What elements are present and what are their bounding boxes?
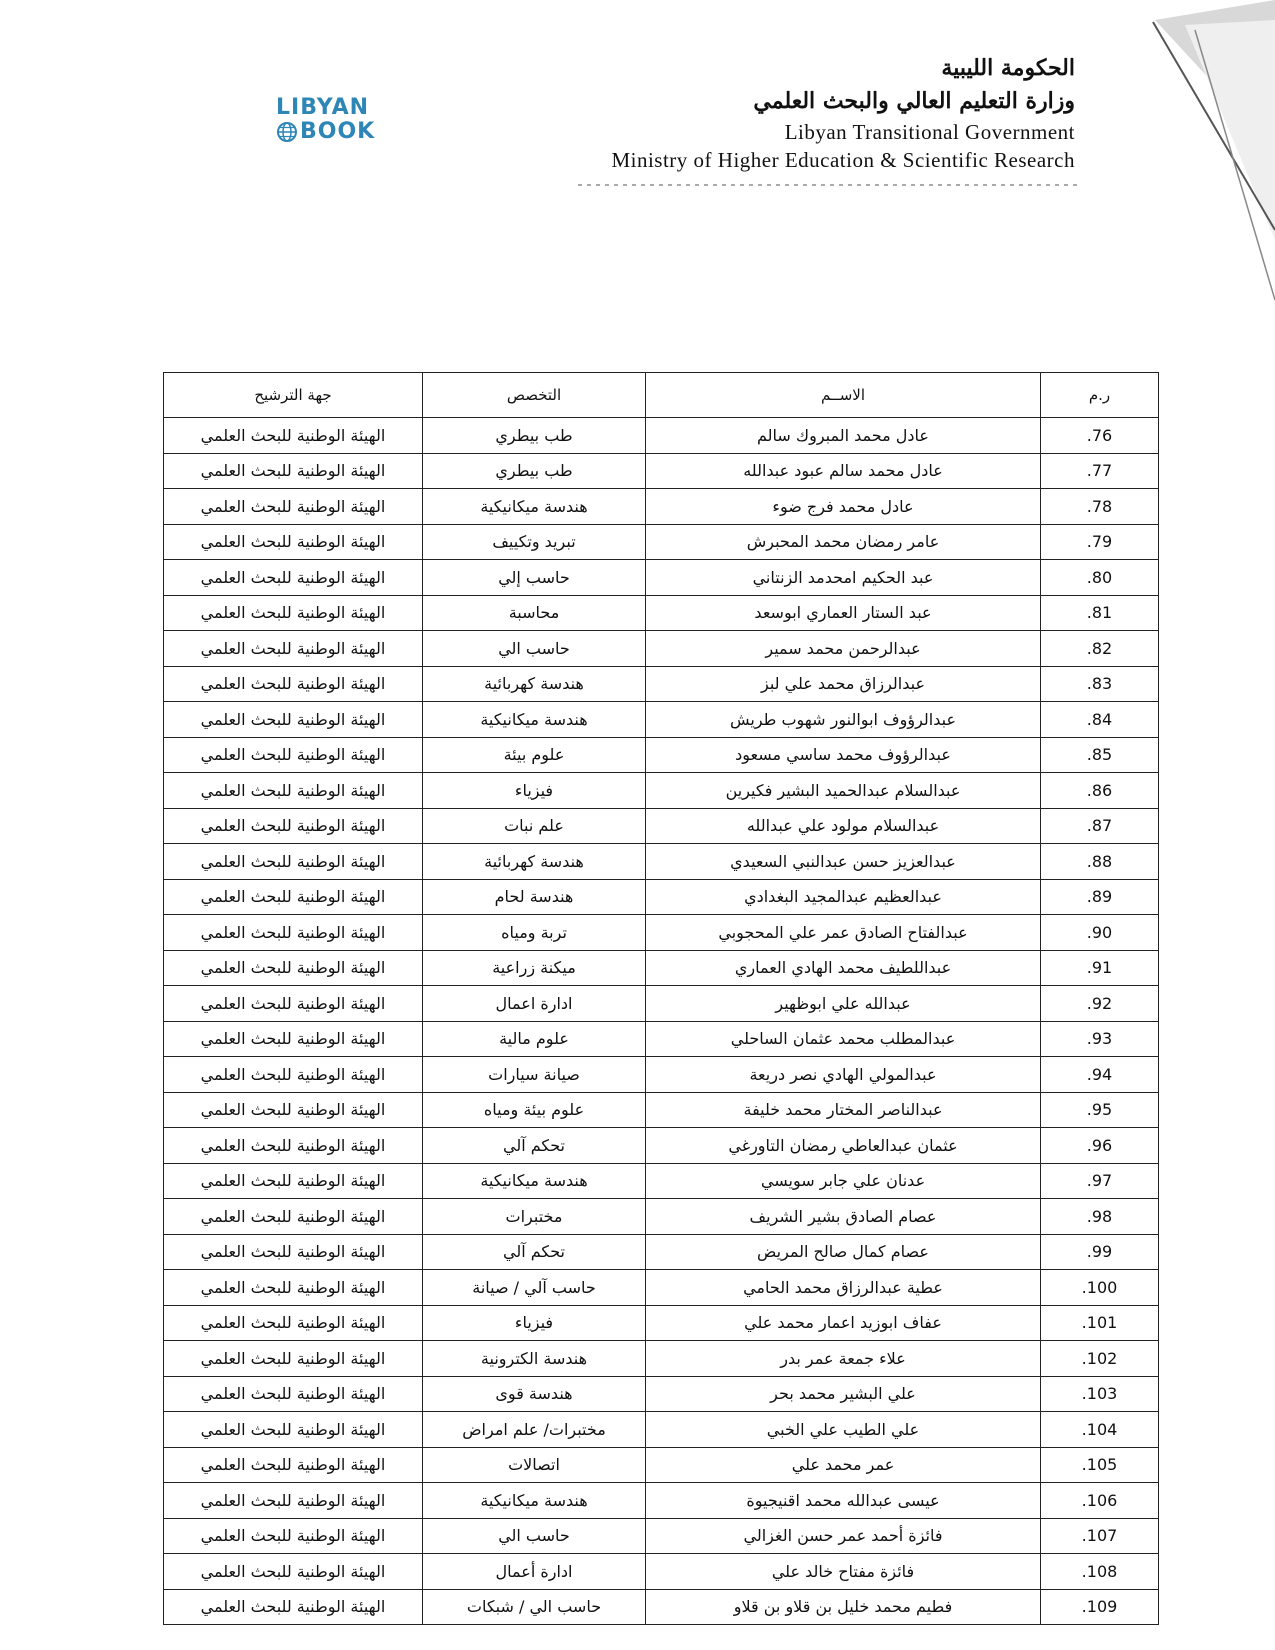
nominating-body-cell: الهيئة الوطنية للبحث العلمي [164, 1199, 423, 1235]
specialty-cell: هندسة ميكانيكية [423, 702, 646, 738]
table-row [164, 453, 1159, 489]
nominating-body-cell: الهيئة الوطنية للبحث العلمي [164, 418, 423, 454]
ministry-name-arabic: وزارة التعليم العالي والبحث العلمي [753, 88, 1075, 114]
table-row [164, 915, 1159, 951]
specialty-cell: ميكنة زراعية [423, 950, 646, 986]
row-number-cell: 82. [1041, 631, 1159, 667]
table-row [164, 1270, 1159, 1306]
row-number-cell: 78. [1041, 489, 1159, 525]
candidate-name-cell: فائزة أحمد عمر حسن الغزالي [646, 1518, 1041, 1554]
row-number-cell: 100. [1041, 1270, 1159, 1306]
row-number-cell: 104. [1041, 1412, 1159, 1448]
candidate-name-cell: عبدالرؤوف ابوالنور شهوب طريش [646, 702, 1041, 738]
nominating-body-cell: الهيئة الوطنية للبحث العلمي [164, 1021, 423, 1057]
nominating-body-cell: الهيئة الوطنية للبحث العلمي [164, 1376, 423, 1412]
table-row [164, 1234, 1159, 1270]
nominating-body-cell: الهيئة الوطنية للبحث العلمي [164, 524, 423, 560]
row-number-cell: 90. [1041, 915, 1159, 951]
nominating-body-cell: الهيئة الوطنية للبحث العلمي [164, 666, 423, 702]
specialty-cell: علوم بيئة ومياه [423, 1092, 646, 1128]
row-number-cell: 85. [1041, 737, 1159, 773]
table-row [164, 1128, 1159, 1164]
candidate-name-cell: عصام كمال صالح المريض [646, 1234, 1041, 1270]
table-row [164, 1447, 1159, 1483]
table-row [164, 702, 1159, 738]
row-number-cell: 99. [1041, 1234, 1159, 1270]
row-number-cell: 92. [1041, 986, 1159, 1022]
candidate-name-cell: علي الطيب علي الخبي [646, 1412, 1041, 1448]
row-number-cell: 88. [1041, 844, 1159, 880]
table-row [164, 666, 1159, 702]
candidate-name-cell: عادل محمد المبروك سالم [646, 418, 1041, 454]
specialty-cell: ادارة أعمال [423, 1554, 646, 1590]
candidate-name-cell: عدنان علي جابر سويسي [646, 1163, 1041, 1199]
specialty-cell: طب بيطري [423, 418, 646, 454]
specialty-cell: حاسب إلي [423, 560, 646, 596]
table-row [164, 1199, 1159, 1235]
table-row [164, 1518, 1159, 1554]
specialty-cell: مختبرات/ علم امراض [423, 1412, 646, 1448]
table-row [164, 1092, 1159, 1128]
table-row [164, 1057, 1159, 1093]
candidate-name-cell: عيسى عبدالله محمد اقنيجيوة [646, 1483, 1041, 1519]
specialty-cell: تحكم آلي [423, 1234, 646, 1270]
row-number-cell: 97. [1041, 1163, 1159, 1199]
nominating-body-cell: الهيئة الوطنية للبحث العلمي [164, 702, 423, 738]
table-row [164, 844, 1159, 880]
specialty-cell: تحكم آلي [423, 1128, 646, 1164]
globe-icon [276, 121, 298, 143]
table-row [164, 560, 1159, 596]
candidate-name-cell: عامر رمضان محمد المحبرش [646, 524, 1041, 560]
candidate-name-cell: عمر محمد علي [646, 1447, 1041, 1483]
row-number-cell: 77. [1041, 453, 1159, 489]
nominating-body-cell: الهيئة الوطنية للبحث العلمي [164, 453, 423, 489]
row-number-cell: 108. [1041, 1554, 1159, 1590]
specialty-cell: علوم مالية [423, 1021, 646, 1057]
specialty-cell: حاسب الي / شبكات [423, 1589, 646, 1625]
table-row [164, 950, 1159, 986]
candidate-name-cell: علي البشير محمد بحر [646, 1376, 1041, 1412]
specialty-cell: حاسب آلي / صيانة [423, 1270, 646, 1306]
nominating-body-cell: الهيئة الوطنية للبحث العلمي [164, 808, 423, 844]
column-header-name: الاســم [646, 373, 1041, 418]
row-number-cell: 98. [1041, 1199, 1159, 1235]
candidate-name-cell: عبدالمطلب محمد عثمان الساحلي [646, 1021, 1041, 1057]
specialty-cell: اتصالات [423, 1447, 646, 1483]
nominating-body-cell: الهيئة الوطنية للبحث العلمي [164, 631, 423, 667]
nominating-body-cell: الهيئة الوطنية للبحث العلمي [164, 915, 423, 951]
table-row [164, 1554, 1159, 1590]
nominating-body-cell: الهيئة الوطنية للبحث العلمي [164, 1128, 423, 1164]
table-row [164, 1305, 1159, 1341]
specialty-cell: هندسة كهربائية [423, 666, 646, 702]
government-name-arabic: الحكومة الليبية [941, 55, 1075, 81]
candidate-name-cell: عطية عبدالرزاق محمد الحامي [646, 1270, 1041, 1306]
table-header-row [164, 373, 1159, 418]
nominating-body-cell: الهيئة الوطنية للبحث العلمي [164, 773, 423, 809]
table-row [164, 1483, 1159, 1519]
nominating-body-cell: الهيئة الوطنية للبحث العلمي [164, 1163, 423, 1199]
nominating-body-cell: الهيئة الوطنية للبحث العلمي [164, 1447, 423, 1483]
libyan-book-logo [276, 96, 386, 144]
row-number-cell: 103. [1041, 1376, 1159, 1412]
candidate-name-cell: عثمان عبدالعاطي رمضان التاورغي [646, 1128, 1041, 1164]
table-row [164, 418, 1159, 454]
government-name-english: Libyan Transitional Government [784, 120, 1075, 144]
specialty-cell: طب بيطري [423, 453, 646, 489]
table-row [164, 524, 1159, 560]
specialty-cell: علوم بيئة [423, 737, 646, 773]
row-number-cell: 94. [1041, 1057, 1159, 1093]
candidate-name-cell: عبدالرزاق محمد علي لبز [646, 666, 1041, 702]
letterhead [555, 52, 1075, 174]
candidate-name-cell: فطيم محمد خليل بن قلاو بن قلاو [646, 1589, 1041, 1625]
table-row [164, 1589, 1159, 1625]
candidate-name-cell: عبدالناصر المختار محمد خليفة [646, 1092, 1041, 1128]
nominating-body-cell: الهيئة الوطنية للبحث العلمي [164, 1234, 423, 1270]
specialty-cell: هندسة لحام [423, 879, 646, 915]
table-row [164, 773, 1159, 809]
specialty-cell: هندسة الكترونية [423, 1341, 646, 1377]
page-fold-shadow [1125, 0, 1275, 340]
candidate-name-cell: عادل محمد فرج ضوء [646, 489, 1041, 525]
nominating-body-cell: الهيئة الوطنية للبحث العلمي [164, 489, 423, 525]
table-row [164, 1021, 1159, 1057]
row-number-cell: 86. [1041, 773, 1159, 809]
nominating-body-cell: الهيئة الوطنية للبحث العلمي [164, 1554, 423, 1590]
row-number-cell: 84. [1041, 702, 1159, 738]
candidate-name-cell: عادل محمد سالم عبود عبدالله [646, 453, 1041, 489]
row-number-cell: 109. [1041, 1589, 1159, 1625]
row-number-cell: 96. [1041, 1128, 1159, 1164]
candidate-name-cell: عبدالعظيم عبدالمجيد البغدادي [646, 879, 1041, 915]
specialty-cell: صيانة سيارات [423, 1057, 646, 1093]
nominating-body-cell: الهيئة الوطنية للبحث العلمي [164, 1057, 423, 1093]
row-number-cell: 107. [1041, 1518, 1159, 1554]
row-number-cell: 102. [1041, 1341, 1159, 1377]
specialty-cell: محاسبة [423, 595, 646, 631]
nominating-body-cell: الهيئة الوطنية للبحث العلمي [164, 1518, 423, 1554]
table-row [164, 737, 1159, 773]
specialty-cell: حاسب الي [423, 1518, 646, 1554]
nominating-body-cell: الهيئة الوطنية للبحث العلمي [164, 844, 423, 880]
candidate-name-cell: عبدالسلام مولود علي عبدالله [646, 808, 1041, 844]
candidates-table [163, 372, 1159, 1625]
table-row [164, 489, 1159, 525]
row-number-cell: 95. [1041, 1092, 1159, 1128]
table-row [164, 1163, 1159, 1199]
nominating-body-cell: الهيئة الوطنية للبحث العلمي [164, 737, 423, 773]
specialty-cell: تربة ومياه [423, 915, 646, 951]
table-row [164, 1341, 1159, 1377]
specialty-cell: مختبرات [423, 1199, 646, 1235]
nominating-body-cell: الهيئة الوطنية للبحث العلمي [164, 950, 423, 986]
specialty-cell: فيزياء [423, 1305, 646, 1341]
column-header-specialty: التخصص [423, 373, 646, 418]
table-row [164, 595, 1159, 631]
nominating-body-cell: الهيئة الوطنية للبحث العلمي [164, 1589, 423, 1625]
table-row [164, 631, 1159, 667]
nominating-body-cell: الهيئة الوطنية للبحث العلمي [164, 560, 423, 596]
letterhead-divider [578, 184, 1078, 186]
specialty-cell: هندسة كهربائية [423, 844, 646, 880]
candidate-name-cell: عبدالمولي الهادي نصر دريعة [646, 1057, 1041, 1093]
nominating-body-cell: الهيئة الوطنية للبحث العلمي [164, 1412, 423, 1448]
specialty-cell: حاسب الي [423, 631, 646, 667]
row-number-cell: 76. [1041, 418, 1159, 454]
specialty-cell: ادارة اعمال [423, 986, 646, 1022]
candidate-name-cell: عصام الصادق بشير الشريف [646, 1199, 1041, 1235]
column-header-nominator: جهة الترشيح [164, 373, 423, 418]
specialty-cell: فيزياء [423, 773, 646, 809]
candidate-name-cell: عبدالرحمن محمد سمير [646, 631, 1041, 667]
specialty-cell: هندسة ميكانيكية [423, 1163, 646, 1199]
nominating-body-cell: الهيئة الوطنية للبحث العلمي [164, 1483, 423, 1519]
row-number-cell: 105. [1041, 1447, 1159, 1483]
nominating-body-cell: الهيئة الوطنية للبحث العلمي [164, 1092, 423, 1128]
nominating-body-cell: الهيئة الوطنية للبحث العلمي [164, 1305, 423, 1341]
row-number-cell: 91. [1041, 950, 1159, 986]
row-number-cell: 89. [1041, 879, 1159, 915]
row-number-cell: 87. [1041, 808, 1159, 844]
table-row [164, 879, 1159, 915]
row-number-cell: 83. [1041, 666, 1159, 702]
logo-line-1: LIBYAN [276, 95, 370, 120]
table-body [164, 418, 1159, 1625]
table-row [164, 986, 1159, 1022]
nominating-body-cell: الهيئة الوطنية للبحث العلمي [164, 595, 423, 631]
candidate-name-cell: عبداللطيف محمد الهادي العماري [646, 950, 1041, 986]
nominating-body-cell: الهيئة الوطنية للبحث العلمي [164, 1270, 423, 1306]
candidate-name-cell: عبدالسلام عبدالحميد البشير فكيرين [646, 773, 1041, 809]
nominating-body-cell: الهيئة الوطنية للبحث العلمي [164, 879, 423, 915]
specialty-cell: هندسة ميكانيكية [423, 1483, 646, 1519]
row-number-cell: 80. [1041, 560, 1159, 596]
candidate-name-cell: علاء جمعة عمر بدر [646, 1341, 1041, 1377]
column-header-number: ر.م [1041, 373, 1159, 418]
row-number-cell: 101. [1041, 1305, 1159, 1341]
row-number-cell: 79. [1041, 524, 1159, 560]
candidate-name-cell: عبد الحكيم امحدمد الزنتاني [646, 560, 1041, 596]
candidate-name-cell: عبدالرؤوف محمد ساسي مسعود [646, 737, 1041, 773]
candidate-name-cell: عبدالله علي ابوظهير [646, 986, 1041, 1022]
nominating-body-cell: الهيئة الوطنية للبحث العلمي [164, 1341, 423, 1377]
table-row [164, 1412, 1159, 1448]
specialty-cell: تبريد وتكييف [423, 524, 646, 560]
table-row [164, 1376, 1159, 1412]
table-row [164, 808, 1159, 844]
ministry-name-english: Ministry of Higher Education & Scientific Research [611, 148, 1075, 172]
row-number-cell: 81. [1041, 595, 1159, 631]
row-number-cell: 106. [1041, 1483, 1159, 1519]
logo-line-2: BOOK [300, 119, 376, 144]
specialty-cell: هندسة ميكانيكية [423, 489, 646, 525]
specialty-cell: علم نبات [423, 808, 646, 844]
candidate-name-cell: عفاف ابوزيد اعمار محمد علي [646, 1305, 1041, 1341]
nominating-body-cell: الهيئة الوطنية للبحث العلمي [164, 986, 423, 1022]
specialty-cell: هندسة قوى [423, 1376, 646, 1412]
candidate-name-cell: فائزة مفتاح خالد علي [646, 1554, 1041, 1590]
row-number-cell: 93. [1041, 1021, 1159, 1057]
candidate-name-cell: عبدالعزيز حسن عبدالنبي السعيدي [646, 844, 1041, 880]
candidate-name-cell: عبد الستار العماري ابوسعد [646, 595, 1041, 631]
candidate-name-cell: عبدالفتاح الصادق عمر علي المحجوبي [646, 915, 1041, 951]
